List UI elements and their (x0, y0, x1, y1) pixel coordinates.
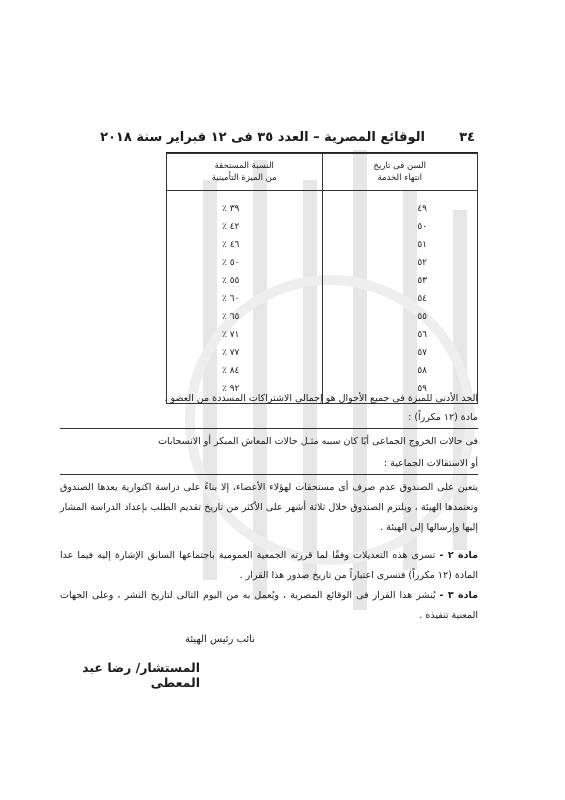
percent-cell: ٤٦ ٪ (167, 236, 323, 254)
percent-cell: ٣٩ ٪ (167, 191, 323, 219)
page-number: ٣٤ (459, 130, 475, 145)
signatory-role: نائب رئيس الهيئة (185, 634, 255, 645)
age-cell: ٥١ (322, 236, 478, 254)
age-cell: ٥٩ (322, 380, 478, 404)
signatory-name: المستشار/ رضا عبد المعطى (82, 660, 200, 690)
article-2-label: مادة ٢ - (439, 550, 478, 561)
age-cell: ٥٨ (322, 362, 478, 380)
table-row (167, 326, 478, 344)
age-cell: ٥٦ (322, 326, 478, 344)
table-row (167, 272, 478, 290)
percent-cell: ٧١ ٪ (167, 326, 323, 344)
percent-column-header: النسبة المستحقة من الميزة التأمينية (167, 154, 323, 191)
age-cell: ٥٤ (322, 290, 478, 308)
table-row (167, 344, 478, 362)
article-3-label: مادة ٣ - (439, 590, 478, 601)
article-12-line2: أو الاستقالات الجماعية : (383, 458, 478, 469)
section-divider (60, 474, 478, 475)
age-cell: ٥٠ (322, 218, 478, 236)
table-row (167, 218, 478, 236)
percent-cell: ٧٧ ٪ (167, 344, 323, 362)
percent-cell: ٥٠ ٪ (167, 254, 323, 272)
percent-cell: ٨٤ ٪ (167, 362, 323, 380)
table-row (167, 191, 478, 219)
percent-cell: ٥٥ ٪ (167, 272, 323, 290)
table-row (167, 362, 478, 380)
age-cell: ٥٢ (322, 254, 478, 272)
percent-cell: ٦٥ ٪ (167, 308, 323, 326)
article-2 (60, 546, 478, 586)
age-cell: ٥٥ (322, 308, 478, 326)
minimum-benefit-note: الحد الأدنى للميزة فى جميع الأحوال هو إجمالى الاشتراكات المسددة من العضو . (164, 393, 478, 404)
age-column-header: السن فى تاريخ انتهاء الخدمة (322, 154, 478, 191)
table-row (167, 254, 478, 272)
table-row (167, 236, 478, 254)
table-row (167, 308, 478, 326)
benefit-table (166, 153, 478, 404)
article-12-paragraph: يتعين على الصندوق عدم صرف أى مستحقات لهؤلاء الأعضاء، إلا بناءً على دراسة اكتوارية يعدها الصندوق وتعتمدها الهيئة ، ويلتزم الصندوق خلال ثلاثة أشهر على الأكثر من تاريخ تقديم الطلب بإعداد الدراسة المشار إليها وإرسالها إلى الهيئة . (60, 482, 478, 533)
percent-cell: ٦٠ ٪ (167, 290, 323, 308)
age-cell: ٥٣ (322, 272, 478, 290)
article-12-heading: مادة (١٢ مكرراً) : (408, 412, 478, 423)
article-3-text: يُنشر هذا القرار فى الوقائع المصرية ، ويُعمل به من اليوم التالى لتاريخ النشر ، وعلى الجهات المعنية تنفيذه . (60, 590, 478, 621)
age-cell: ٤٩ (322, 191, 478, 219)
page-header (100, 130, 475, 152)
percent-cell: ٤٢ ٪ (167, 218, 323, 236)
article-2-text: تسرى هذه التعديلات وفقًا لما قررته الجمعية العمومية باجتماعها السابق الإشارة إليه فيما عدا المادة (١٢ مكرراً) فتسرى اعتباراً من تاريخ صدور هذا القرار . (60, 550, 478, 581)
table-row (167, 290, 478, 308)
heading-divider (60, 428, 478, 429)
age-cell: ٥٧ (322, 344, 478, 362)
percent-cell: ٩٢ ٪ (167, 380, 323, 404)
article-12-line1: فى حالات الخروج الجماعى أيًا كان سببه مثـل حالات المعاش المبكر أو الانسحابات (158, 436, 478, 447)
article-3 (60, 586, 478, 626)
gazette-title: الوقائع المصرية – العدد ٣٥ فى ١٢ فبراير سنة ٢٠١٨ (100, 130, 425, 145)
